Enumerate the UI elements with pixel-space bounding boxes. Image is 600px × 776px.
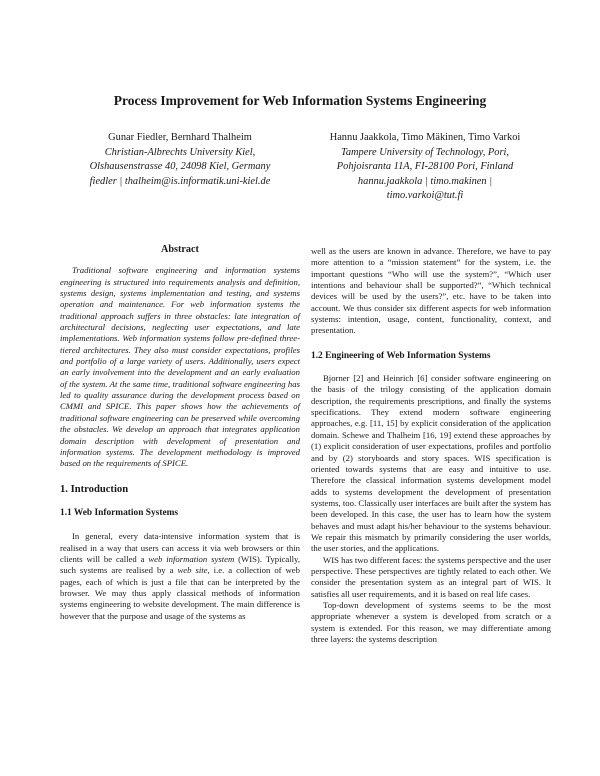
paragraph: Bjorner [2] and Heinrich [6] consider software engineering on the basis of the trilogy consisting of the application domain description, the requirements prescriptions, and finally the systems specifications. They extend modern software engineering approaches, e.g. [11, 15] by explicit consideration of the application domain. Schewe and Thalheim [16, 19] extend these approaches by (1) explicit consideration of user expectations, profiles and portfolio and by (2) storyboards and story spaces. WIS specification is oriented towards systems that are easy and intuitive to use. Therefore the classical information systems development model adds to systems development the development of presentation systems, too. Classically user interfaces are built after the system has been developed. In this case, the user has to learn how the system behaves and must adapt his/her behaviour to the systems behaviour. We repair this mismatch by primarily considering the user worlds, the user stories, and the applications. bbox=[311, 373, 551, 554]
subsection-heading-engineering: 1.2 Engineering of Web Information Systems bbox=[311, 350, 491, 361]
paper-title: Process Improvement for Web Information Systems Engineering bbox=[113, 93, 487, 108]
right-column bbox=[311, 246, 551, 645]
paragraph: Top-down development of systems seems to be the most appropriate whenever a system is developed from scratch or a system is extended. For this reason, we may differentiate among three layers: the systems description bbox=[311, 599, 551, 644]
author-emails: fiedler | thalheim@is.informatik.uni-kiel.de bbox=[89, 175, 271, 187]
affiliation-line: Pohjoisranta 11A, FI-28100 Pori, Finland bbox=[336, 161, 514, 172]
affiliation-line: Christian-Albrechts University Kiel, bbox=[104, 146, 256, 158]
author-emails: hannu.jaakkola | timo.makinen | bbox=[357, 175, 493, 187]
paragraph: well as the users are known in advance. Therefore, we have to pay more attention to a “mission statement” for the system, i.e. the important questions “Who will use the system?”, “Which user intentions and behaviour shall be supported?”, “Which technical devices will be used by the users?”, etc. have to be taken into account. We thus consider six different aspects for web information systems: intention, usage, content, functionality, context, and presentation. bbox=[311, 246, 551, 336]
author-names: Gunar Fiedler, Bernhard Thalheim bbox=[108, 132, 252, 143]
author-block-left bbox=[60, 131, 300, 189]
abstract-text: Traditional software engineering and information systems engineering is structured into requirements analysis and definition, systems design, systems implementation and testing, and systems operation and maintenance. For web information systems the traditional approach suffers in three obstacles: late integration of architectural decisions, neglecting user expectations, and late implementations. Web information systems follow pre-defined three-tiered architectures. They also must consider expectations, profiles and portfolio of a large variety of users. Additionally, users expect an early involvement into the development and an early evaluation of the system. At the same time, traditional software engineering has led to quality assurance during the development process based on CMMI and SPICE. This paper shows how the achievements of traditional software engineering can be preserved while overcoming the obstacles. We develop an approach that integrates application domain description with development of presentation and information systems. The development methodology is improved based on the requirements of SPICE. bbox=[60, 265, 300, 469]
affiliation-line: Olshausenstrasse 40, 24098 Kiel, Germany bbox=[89, 161, 271, 172]
paragraph: WIS has two different faces: the systems perspective and the user perspective. These perspectives are tightly related to each other. We consider the presentation system as an integral part of WIS. It satisfies all user requirements, and it is based on real life cases. bbox=[311, 554, 551, 599]
author-emails: timo.varkoi@tut.fi bbox=[386, 190, 464, 201]
author-names: Hannu Jaakkola, Timo Mäkinen, Timo Varkoi bbox=[329, 132, 521, 143]
left-column bbox=[60, 244, 300, 622]
paragraph: In general, every data-intensive information system that is realised in a way that users can access it via web browsers or thin clients will be called a web information system (WIS). Typically, such systems are realised by a web site, i.e. a collection of web pages, each of which is just a file that can be interpreted by the browser. We may thus apply classical methods of information systems engineering to website development. The main difference is however that the purpose and usage of the systems as bbox=[60, 531, 301, 621]
subsection-heading-web-information-systems: 1.1 Web Information Systems bbox=[60, 507, 179, 518]
abstract-heading: Abstract bbox=[161, 244, 199, 255]
author-block-right bbox=[305, 131, 545, 204]
affiliation-line: Tampere University of Technology, Pori, bbox=[341, 146, 509, 158]
section-heading-introduction: 1. Introduction bbox=[60, 483, 129, 495]
